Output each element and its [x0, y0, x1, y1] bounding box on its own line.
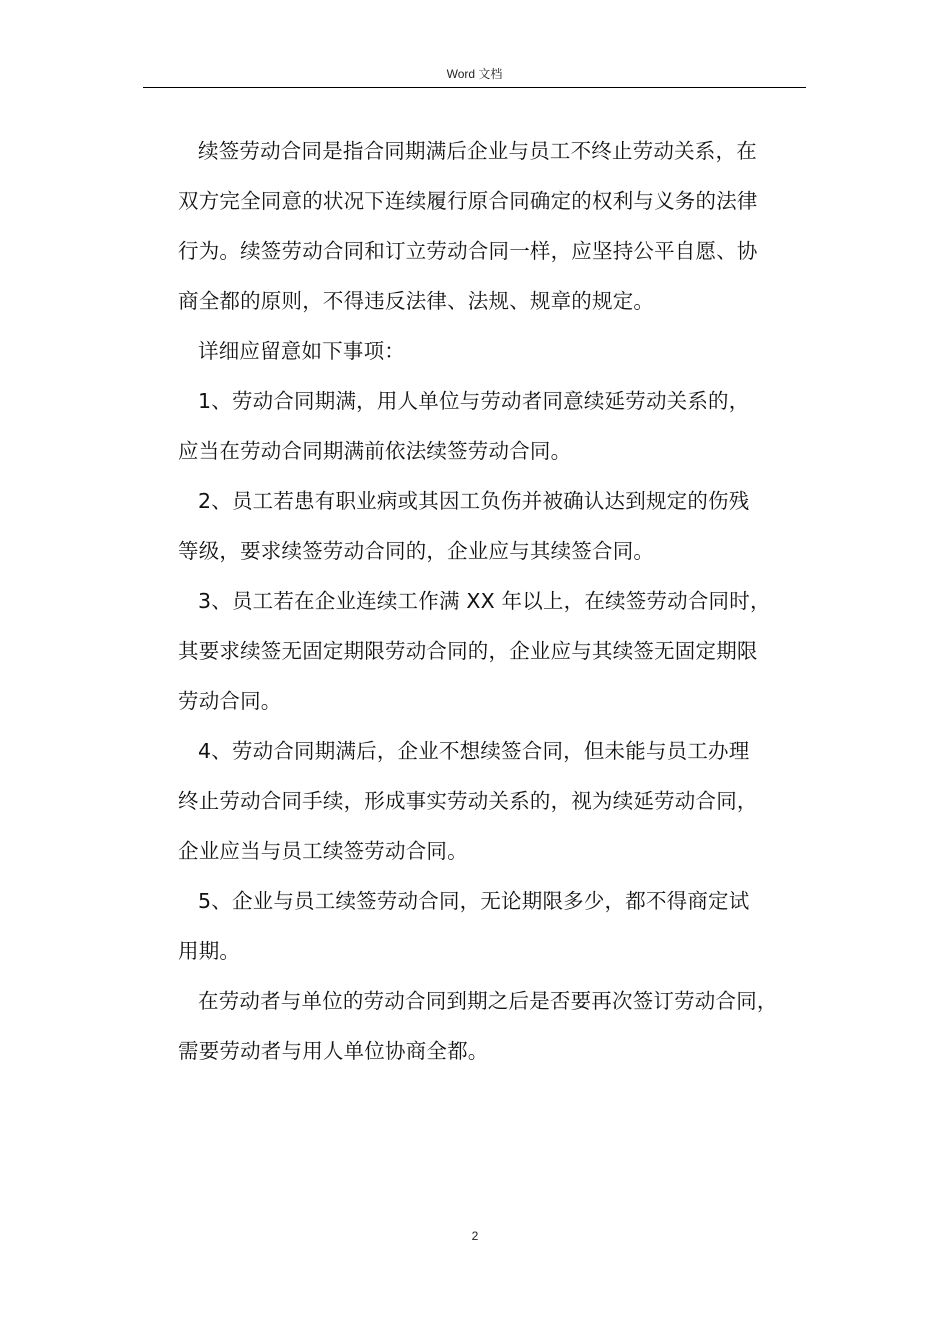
paragraph-line: 双方完全同意的状况下连续履行原合同确定的权利与义务的法律 — [178, 189, 758, 213]
list-item-line: 终止劳动合同手续，形成事实劳动关系的，视为续延劳动合同， — [178, 789, 758, 813]
list-item-line: 5、企业与员工续签劳动合同，无论期限多少，都不得商定试 — [198, 889, 750, 913]
page-header: Word 文档 — [446, 67, 503, 81]
paragraph-line: 行为。续签劳动合同和订立劳动合同一样，应坚持公平自愿、协 — [178, 239, 758, 263]
list-item-line: 应当在劳动合同期满前依法续签劳动合同。 — [178, 439, 572, 463]
list-item-line: 劳动合同。 — [178, 689, 282, 713]
list-item-line: 1、劳动合同期满，用人单位与劳动者同意续延劳动关系的， — [198, 389, 750, 413]
list-item-line: 其要求续签无固定期限劳动合同的，企业应与其续签无固定期限 — [178, 639, 758, 663]
paragraph-line: 商全都的原则，不得违反法律、法规、规章的规定。 — [178, 289, 655, 313]
paragraph-line: 在劳动者与单位的劳动合同到期之后是否要再次签订劳动合同， — [198, 989, 778, 1013]
list-item-line: 等级，要求续签劳动合同的，企业应与其续签合同。 — [178, 539, 655, 563]
page-number: 2 — [471, 1229, 479, 1243]
list-item-line: 2、员工若患有职业病或其因工负伤并被确认达到规定的伤残 — [198, 489, 750, 513]
paragraph-line: 详细应留意如下事项： — [198, 339, 405, 363]
paragraph-line: 续签劳动合同是指合同期满后企业与员工不终止劳动关系，在 — [198, 139, 757, 163]
list-item-line: 3、员工若在企业连续工作满 XX 年以上，在续签劳动合同时， — [198, 589, 771, 613]
list-item-line: 4、劳动合同期满后，企业不想续签合同，但未能与员工办理 — [198, 739, 750, 763]
list-item-line: 用期。 — [178, 939, 241, 963]
header-divider — [143, 87, 806, 88]
paragraph-line: 需要劳动者与用人单位协商全都。 — [178, 1039, 489, 1063]
list-item-line: 企业应当与员工续签劳动合同。 — [178, 839, 468, 863]
document-body — [178, 126, 818, 1076]
